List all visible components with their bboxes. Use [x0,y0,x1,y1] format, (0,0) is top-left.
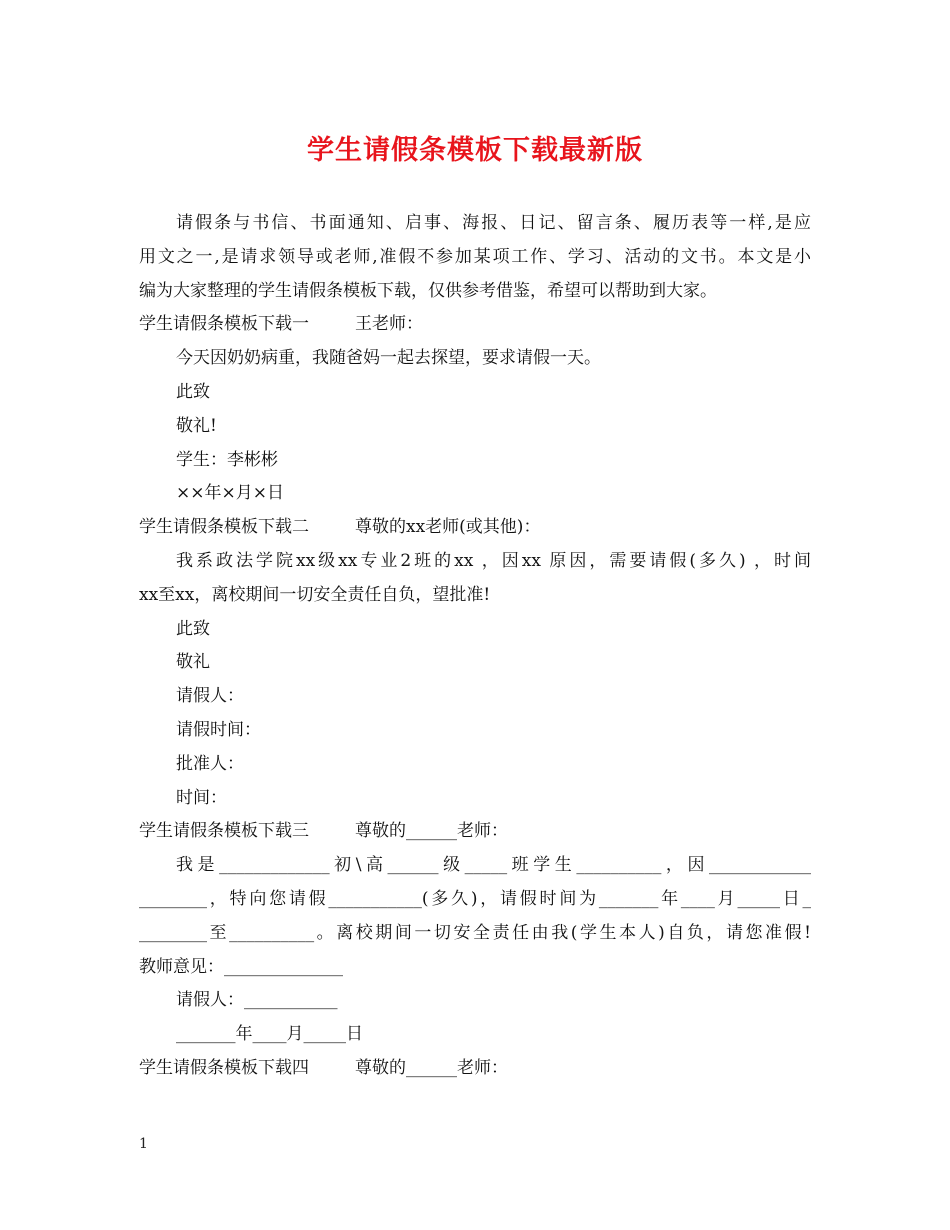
salutation: 尊敬的______老师： [355,1057,508,1078]
section-heading: 学生请假条模板下载一 [139,314,309,335]
letter-body: xx至xx，离校期间一切安全责任自负，望批准! [139,584,491,605]
letter-body: ________，特向您请假___________(多久)，请假时间为_______年____月_____日_ [139,888,811,909]
document-title: 学生请假条模板下载最新版 [307,135,643,166]
section-1-heading-line [139,308,811,342]
letter-body: 我是_____________初\高______级_____班学生__________，因____________ [176,855,811,876]
section-4-heading-line [139,1052,811,1086]
section-2-heading-line [139,511,811,545]
closing-line: 此致 [176,381,210,402]
teacher-opinion: 教师意见：______________ [139,956,343,977]
letter-body: 今天因奶奶病重，我随爸妈一起去探望，要求请假一天。 [176,348,601,369]
closing-line: 此致 [176,618,210,639]
document-body [139,207,811,1086]
intro-line: 编为大家整理的学生请假条模板下载，仅供参考借鉴，希望可以帮助到大家。 [139,280,717,301]
letter-date: _______年____月_____日 [176,1024,363,1045]
signature: 学生：李彬彬 [176,449,278,470]
section-3-heading-line [139,815,811,849]
form-field: 批准人： [176,753,244,774]
intro-line: 请假条与书信、书面通知、启事、海报、日记、留言条、履历表等一样,是应 [176,213,811,233]
salutation: 王老师： [355,314,423,335]
closing-line: 敬礼 [176,652,210,673]
salutation: 尊敬的xx老师(或其他)： [355,517,541,538]
page-number: 1 [139,1136,148,1152]
section-heading: 学生请假条模板下载二 [139,517,309,538]
requester-field: 请假人：___________ [176,990,338,1011]
form-field: 请假时间： [176,719,261,740]
salutation: 尊敬的______老师： [355,821,508,842]
letter-date: ××年×月×日 [176,483,284,504]
intro-line: 用文之一,是请求领导或老师,准假不参加某项工作、学习、活动的文书。本文是小 [139,246,811,267]
section-heading: 学生请假条模板下载三 [139,821,309,842]
form-field: 请假人： [176,686,244,707]
form-field: 时间： [176,787,227,808]
letter-body: 我系政法学院xx级xx专业2班的xx ，因xx 原因，需要请假(多久) ，时间 [176,550,811,571]
letter-body: ________至__________。离校期间一切安全责任由我(学生本人)自负，请您准假! [139,922,811,943]
section-heading: 学生请假条模板下载四 [139,1057,309,1078]
closing-line: 敬礼! [176,415,217,436]
